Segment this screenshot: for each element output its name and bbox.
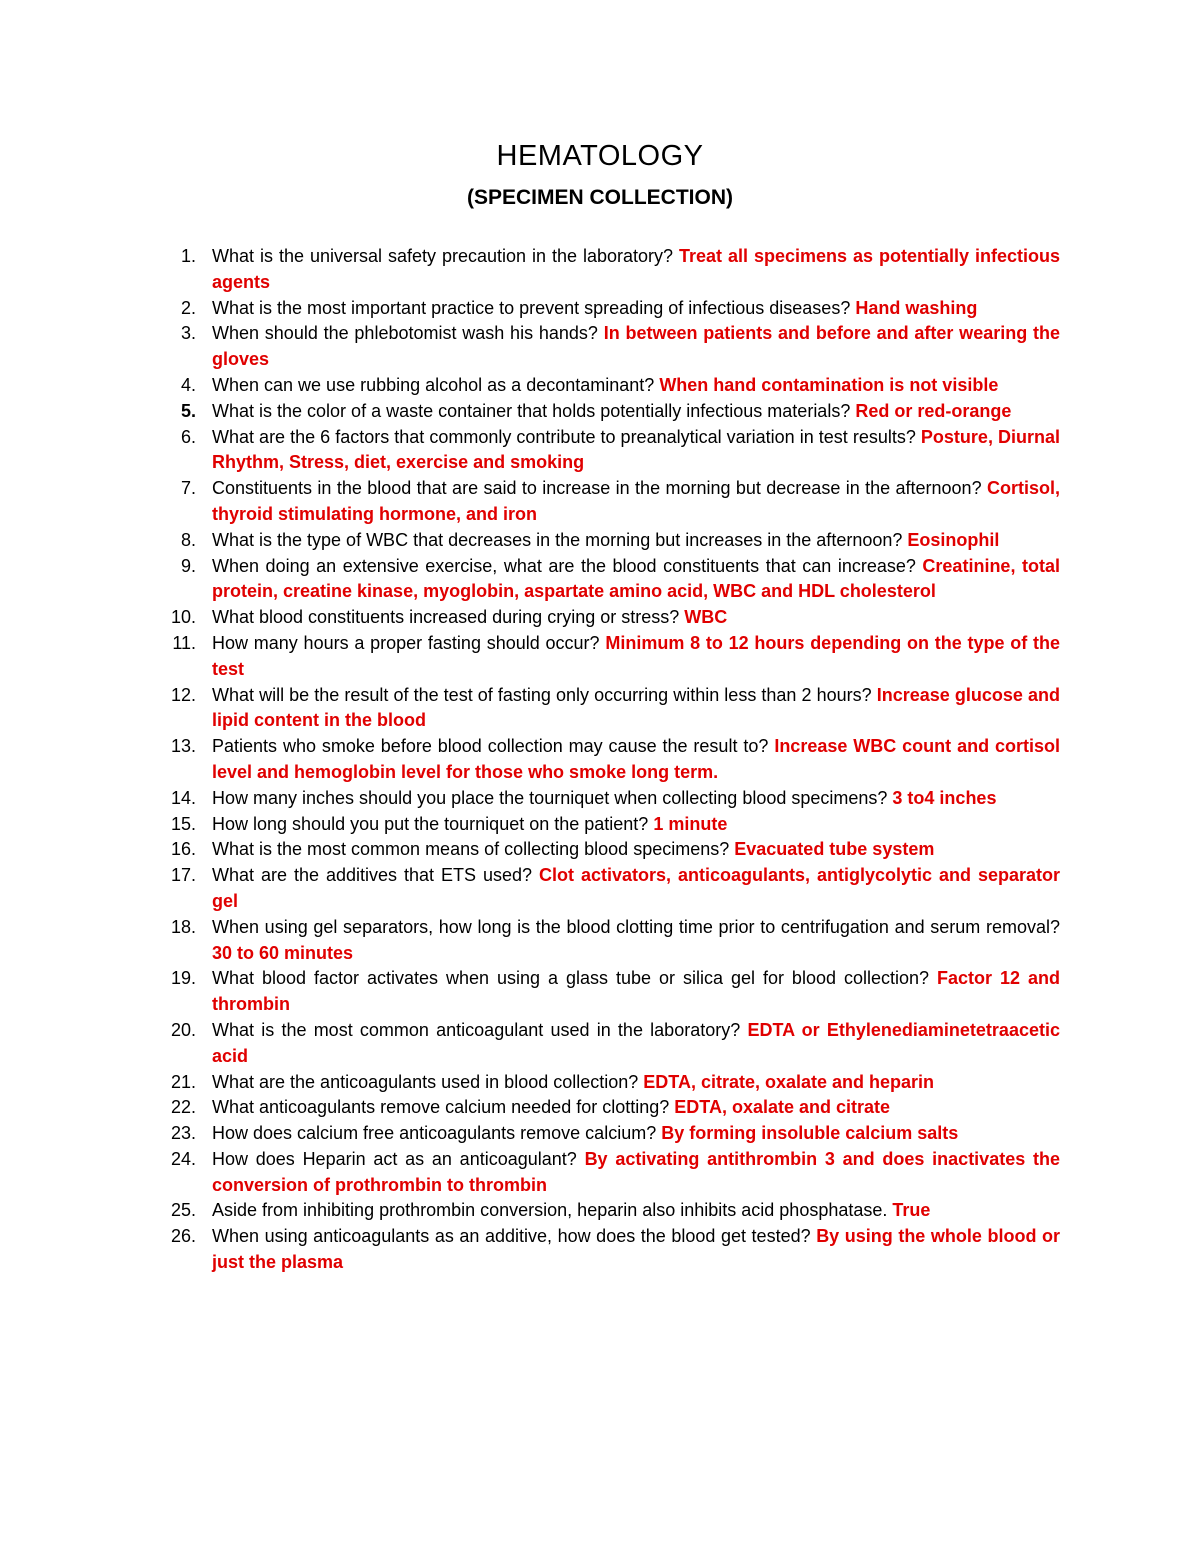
answer-text: Treat all specimens as potentially infectious agents <box>212 246 1060 292</box>
item-number: 5. <box>180 400 196 421</box>
answer-text: In between patients and before and after wearing the gloves <box>212 323 1060 370</box>
list-item <box>160 1147 1060 1199</box>
item-number: 25. <box>170 1200 196 1221</box>
answer-text: EDTA or Ethylenediaminetetraacetic acid <box>212 1019 1060 1066</box>
list-item <box>160 1095 1060 1121</box>
item-number: 7. <box>180 478 196 499</box>
item-number: 18. <box>170 916 196 937</box>
list-item <box>160 1198 1060 1224</box>
answer-text: Evacuated tube system <box>734 839 935 860</box>
list-item <box>160 244 1060 296</box>
question-text: What blood factor activates when using a glass tube or silica gel for blood collection? <box>212 968 930 989</box>
item-number: 22. <box>170 1097 196 1118</box>
list-item <box>160 528 1060 554</box>
list-item <box>160 373 1060 399</box>
answer-text: Hand washing <box>855 297 978 318</box>
question-text: How many hours a proper fasting should occur? <box>212 632 600 653</box>
question-text: What are the additives that ETS used? <box>212 865 533 886</box>
item-number: 1. <box>180 246 196 266</box>
item-number: 23. <box>170 1123 196 1144</box>
question-text: How does calcium free anticoagulants remove calcium? <box>212 1123 657 1144</box>
page-subtitle: (SPECIMEN COLLECTION) <box>467 186 733 209</box>
item-number: 24. <box>170 1148 196 1169</box>
question-list <box>160 244 1060 1276</box>
question-text: When can we use rubbing alcohol as a decontaminant? <box>212 374 655 395</box>
item-number: 16. <box>170 839 196 860</box>
answer-text: Creatinine, total protein, creatine kinase, myoglobin, aspartate amino acid, WBC and HDL cholesterol <box>212 555 1060 602</box>
question-text: What is the most common anticoagulant used in the laboratory? <box>212 1019 741 1040</box>
answer-text: Posture, Diurnal Rhythm, Stress, diet, exercise and smoking <box>212 426 1060 473</box>
list-item <box>160 554 1060 606</box>
list-item <box>160 812 1060 838</box>
question-text: What is the most important practice to prevent spreading of infectious diseases? <box>212 297 851 318</box>
page-title: HEMATOLOGY <box>496 140 704 172</box>
item-number: 20. <box>170 1019 196 1040</box>
list-item <box>160 631 1060 683</box>
list-item <box>160 863 1060 915</box>
answer-text: Eosinophil <box>907 529 1000 550</box>
answer-text: Cortisol, thyroid stimulating hormone, and iron <box>212 478 1060 524</box>
list-item <box>160 1018 1060 1070</box>
list-item <box>160 966 1060 1018</box>
list-item <box>160 837 1060 863</box>
question-text: What is the type of WBC that decreases in the morning but increases in the afternoon? <box>212 529 903 550</box>
item-number: 21. <box>170 1071 196 1092</box>
item-number: 3. <box>180 323 196 344</box>
list-item <box>160 786 1060 812</box>
item-number: 19. <box>170 968 196 989</box>
item-number: 2. <box>180 297 196 318</box>
item-number: 12. <box>170 684 196 705</box>
question-text: When using anticoagulants as an additive, how does the blood get tested? <box>212 1226 811 1247</box>
question-text: Constituents in the blood that are said to increase in the morning but decrease in the afternoon? <box>212 478 982 499</box>
question-text: When doing an extensive exercise, what are the blood constituents that can increase? <box>212 555 916 576</box>
question-text: How many inches should you place the tourniquet when collecting blood specimens? <box>212 787 888 808</box>
list-item <box>160 321 1060 373</box>
answer-text: By activating antithrombin 3 and does inactivates the conversion of prothrombin to thrombin <box>212 1148 1060 1195</box>
answer-text: EDTA, citrate, oxalate and heparin <box>643 1071 935 1092</box>
question-text: How does Heparin act as an anticoagulant? <box>212 1148 577 1169</box>
question-text: What are the 6 factors that commonly contribute to preanalytical variation in test results? <box>212 426 916 447</box>
question-text: What is the universal safety precaution in the laboratory? <box>212 246 674 266</box>
list-item <box>160 476 1060 528</box>
answer-text: True <box>892 1200 931 1221</box>
answer-text: When hand contamination is not visible <box>659 374 999 395</box>
question-text: What is the most common means of collecting blood specimens? <box>212 839 730 860</box>
answer-text: EDTA, oxalate and citrate <box>674 1097 891 1118</box>
answer-text: Minimum 8 to 12 hours depending on the type of the test <box>212 632 1061 679</box>
question-text: Patients who smoke before blood collection may cause the result to? <box>212 736 769 757</box>
item-number: 14. <box>170 787 196 808</box>
answer-text: Red or red-orange <box>855 400 1012 421</box>
item-number: 11. <box>172 632 196 653</box>
item-number: 9. <box>180 555 196 576</box>
question-text: When should the phlebotomist wash his hands? <box>212 323 598 344</box>
list-item <box>160 683 1060 735</box>
answer-text: 30 to 60 minutes <box>212 942 354 963</box>
answer-text: Clot activators, anticoagulants, antiglycolytic and separator gel <box>212 865 1060 911</box>
answer-text: 1 minute <box>653 813 728 834</box>
list-item <box>160 1224 1060 1276</box>
item-number: 8. <box>180 529 196 550</box>
item-number: 26. <box>170 1226 196 1247</box>
list-item <box>160 1121 1060 1147</box>
question-text: What blood constituents increased during crying or stress? <box>212 607 680 628</box>
list-item <box>160 399 1060 425</box>
question-text: How long should you put the tourniquet on the patient? <box>212 813 649 834</box>
item-number: 6. <box>180 426 196 447</box>
list-item <box>160 1070 1060 1096</box>
list-item <box>160 605 1060 631</box>
answer-text: Increase WBC count and cortisol level and hemoglobin level for those who smoke long term. <box>212 736 1060 782</box>
answer-text: Factor 12 and thrombin <box>212 968 1060 1015</box>
answer-text: 3 to4 inches <box>892 787 997 808</box>
item-number: 4. <box>180 374 196 395</box>
question-text: Aside from inhibiting prothrombin conversion, heparin also inhibits acid phosphatase. <box>212 1200 888 1221</box>
question-text: What are the anticoagulants used in blood collection? <box>212 1071 639 1092</box>
list-item <box>160 296 1060 322</box>
item-number: 15. <box>170 813 196 834</box>
list-item <box>160 915 1060 967</box>
answer-text: WBC <box>684 607 728 628</box>
question-text: When using gel separators, how long is the blood clotting time prior to centrifugation and serum removal? <box>212 916 1060 937</box>
item-number: 10. <box>170 607 196 628</box>
item-number: 17. <box>170 865 196 886</box>
question-text: What is the color of a waste container that holds potentially infectious materials? <box>212 400 851 421</box>
item-number: 13. <box>170 736 196 757</box>
list-item <box>160 425 1060 477</box>
list-item <box>160 734 1060 786</box>
answer-text: By forming insoluble calcium salts <box>661 1123 959 1144</box>
question-text: What anticoagulants remove calcium needed for clotting? <box>212 1097 670 1118</box>
answer-text: Increase glucose and lipid content in the blood <box>212 684 1060 731</box>
answer-text: By using the whole blood or just the plasma <box>212 1226 1060 1273</box>
question-text: What will be the result of the test of fasting only occurring within less than 2 hours? <box>212 684 872 705</box>
